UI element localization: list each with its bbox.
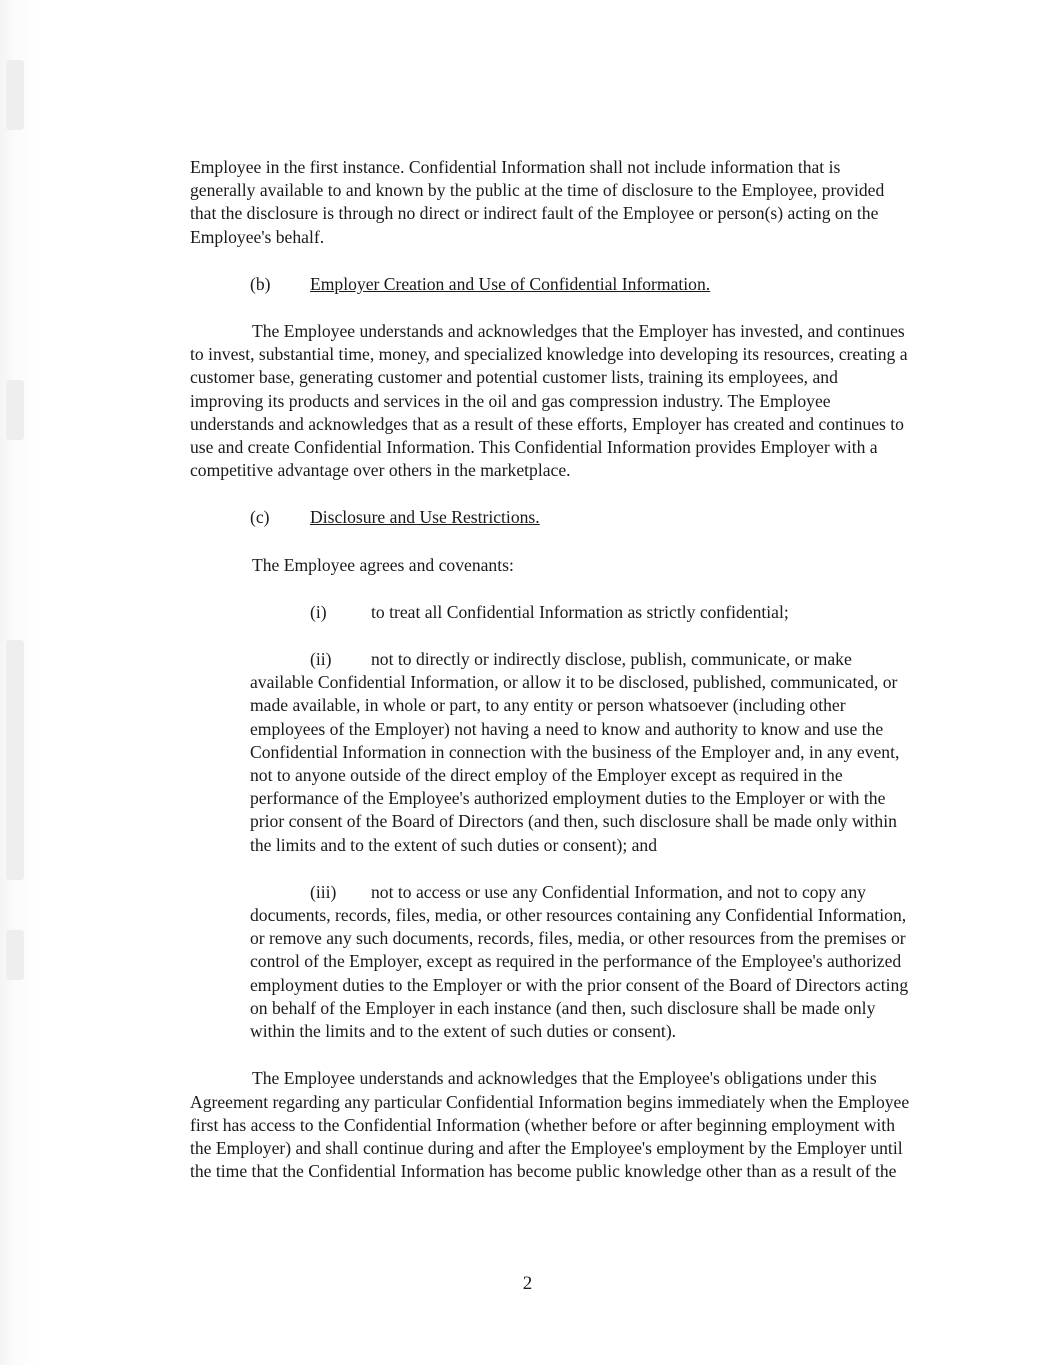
covenant-item-i: [190, 601, 910, 624]
scan-artifact: [6, 60, 24, 130]
covenant-item-ii: [190, 648, 910, 857]
scan-artifact: [6, 380, 24, 440]
section-b-heading: [190, 273, 910, 296]
covenant-text: not to access or use any Confidential Information, and not to copy any documents, records, files, media, or other resources containing any Confidential Information, or remove any such documents, records, files, media, or other resources from the premises or control of the Employer, except as required in the performance of the Employee's authorized employment duties to the Employer or with the prior consent of the Board of Directors acting on behalf of the Employer in each instance (and then, such disclosure shall be made only within the limits and to the extent of such duties or consent).: [250, 881, 909, 1042]
covenant-text: to treat all Confidential Information as strictly confidential;: [371, 601, 789, 622]
section-c-title: Disclosure and Use Restrictions.: [310, 507, 540, 528]
covenant-label: (i): [310, 601, 327, 622]
section-b-label: (b): [250, 273, 271, 294]
section-b-paragraph: The Employee understands and acknowledges that the Employer has invested, and continues to invest, substantial time, money, and specialized knowledge into developing its resources, creating a customer base, generating customer and potential customer lists, training its employees, and improving its products and services in the oil and gas compression industry. The Employee understands and acknowledges that as a result of these efforts, Employer has created and continues to use and create Confidential Information. This Confidential Information provides Employer with a competitive advantage over others in the marketplace.: [190, 321, 908, 481]
scan-artifact: [6, 640, 24, 880]
section-c-label: (c): [250, 507, 270, 528]
scan-artifact: [6, 930, 24, 980]
closing-paragraph: The Employee understands and acknowledges that the Employee's obligations under this Agreement regarding any particular Confidential Information begins immediately when the Employee first has access to the Confidential Information (whether before or after beginning employment with the Employer) and shall continue during and after the Employee's employment by the Employer until the time that the Confidential Information has become public knowledge other than as a result of the: [190, 1068, 910, 1182]
document-page: [190, 156, 910, 1183]
covenant-text: not to directly or indirectly disclose, publish, communicate, or make available Confidential Information, or allow it to be disclosed, published, communicated, or made available, in whole or part, to any entity or person whatsoever (including other employees of the Employer) not having a need to know and authority to know and use the Confidential Information in connection with the business of the Employer and, in any event, not to anyone outside of the direct employ of the Employer except as required in the performance of the Employee's authorized employment duties to the Employer or with the prior consent of the Board of Directors (and then, such disclosure shall be made only within the limits and to the extent of such duties or consent); and: [250, 649, 900, 855]
page-number: 2: [522, 1273, 533, 1294]
section-c-lead: The Employee agrees and covenants:: [252, 554, 514, 575]
intro-paragraph: Employee in the first instance. Confidential Information shall not include information that is generally available to and known by the public at the time of disclosure to the Employee, provided that the disclosure is through no direct or indirect fault of the Employee or person(s) acting on the Employee's behalf.: [190, 157, 885, 247]
section-b-title: Employer Creation and Use of Confidential Information.: [310, 273, 711, 294]
covenant-label: (iii): [310, 881, 337, 902]
covenant-item-iii: [190, 881, 910, 1043]
section-c-heading: [190, 506, 910, 529]
covenant-label: (ii): [310, 649, 332, 670]
